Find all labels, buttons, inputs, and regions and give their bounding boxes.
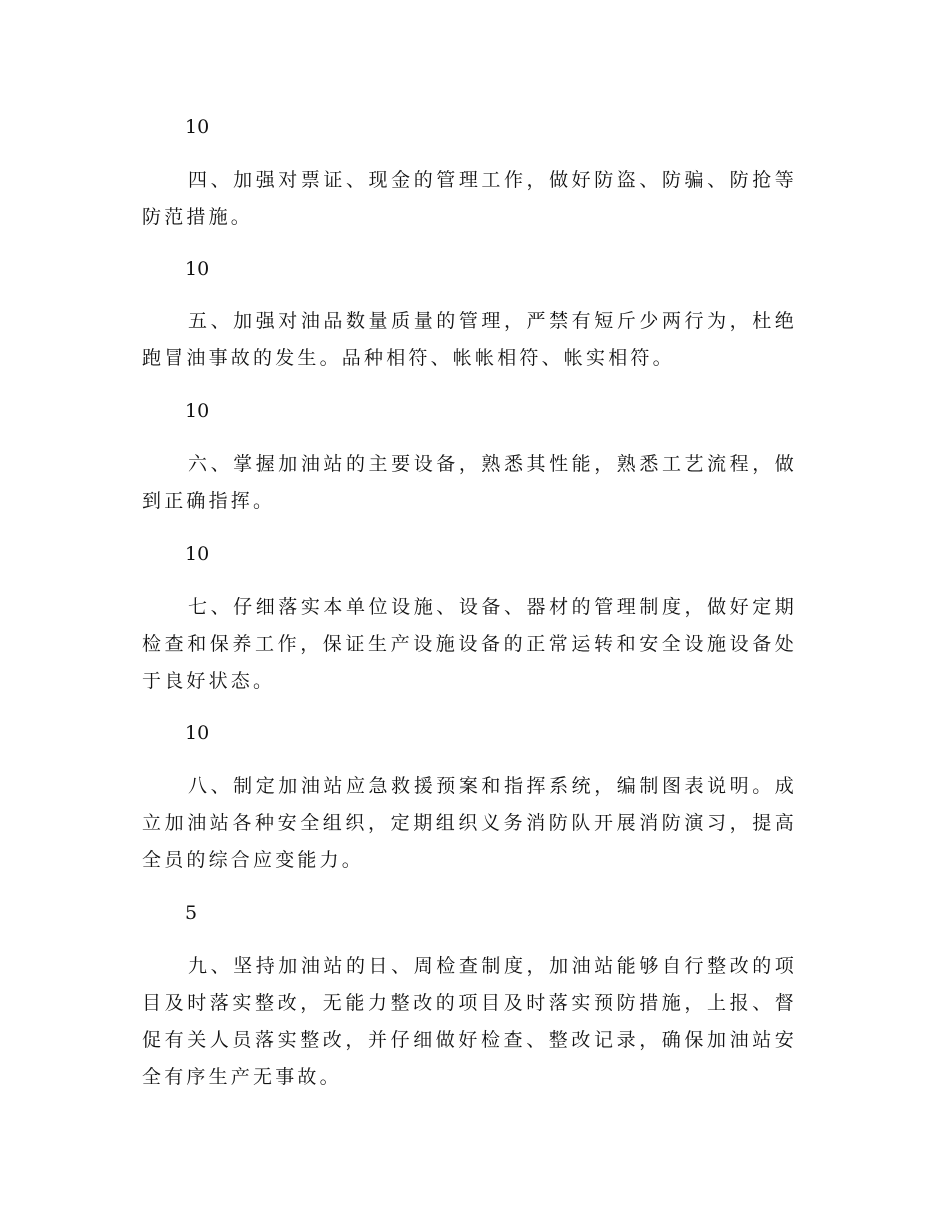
item-paragraph: 八、制定加油站应急救援预案和指挥系统，编制图表说明。成立加油站各种安全组织，定期组织义务消防队开展消防演习，提高全员的综合应变能力。 [142,775,797,871]
item-score: 10 [185,543,210,565]
item-paragraph: 四、加强对票证、现金的管理工作，做好防盗、防骗、防抢等防范措施。 [142,169,797,228]
item-score: 10 [185,400,210,422]
item-score: 10 [185,116,210,138]
item-score: 10 [185,258,210,280]
item-paragraph: 五、加强对油品数量质量的管理，严禁有短斤少两行为，杜绝跑冒油事故的发生。品种相符、帐帐相符、帐实相符。 [142,310,797,369]
item-paragraph: 九、坚持加油站的日、周检查制度，加油站能够自行整改的项目及时落实整改，无能力整改的项目及时落实预防措施，上报、督促有关人员落实整改，并仔细做好检查、整改记录，确保加油站安全有序生产无事故。 [142,955,797,1088]
item-paragraph: 七、仔细落实本单位设施、设备、器材的管理制度，做好定期检查和保养工作，保证生产设施设备的正常运转和安全设施设备处于良好状态。 [142,596,797,692]
item-score: 10 [185,722,210,744]
item-paragraph: 六、掌握加油站的主要设备，熟悉其性能，熟悉工艺流程，做到正确指挥。 [142,453,797,512]
item-score: 5 [185,902,198,924]
